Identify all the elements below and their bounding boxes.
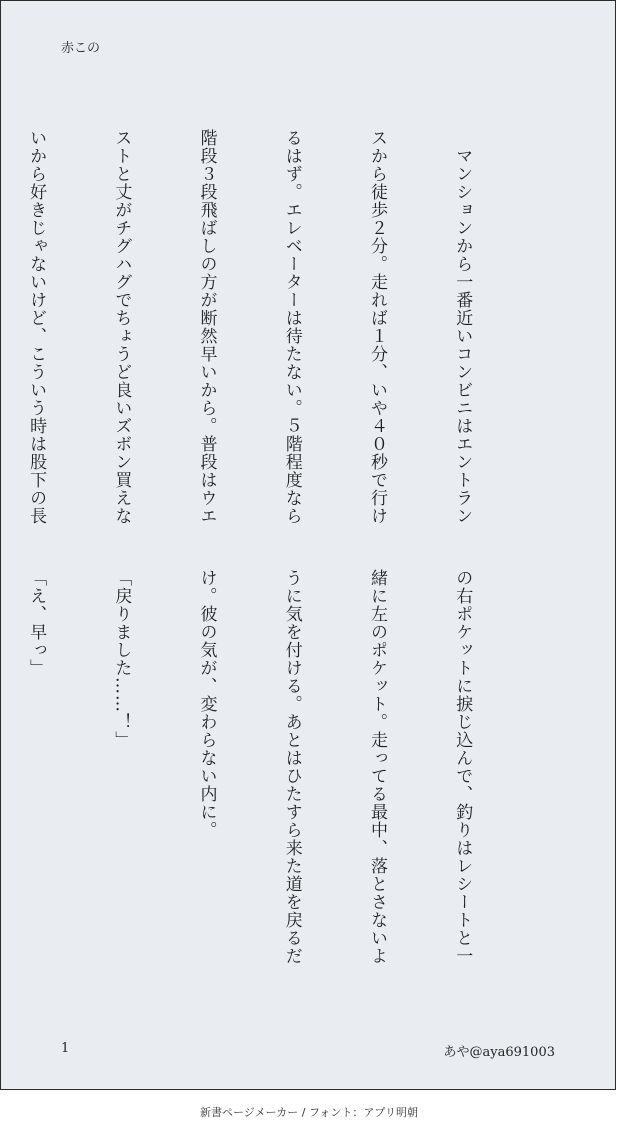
tool-credit: 新書ページメーカー / フォント：アプリ明朝: [200, 1106, 418, 1119]
text-column: マンションから一番近いコンビニはエントラン: [452, 129, 473, 525]
page-header-title: 赤この: [61, 41, 101, 56]
text-column: うに気を付ける。あとはひたすら来た道を戻るだ: [281, 569, 302, 965]
text-column: ストと丈がチグハグでちょうど良いズボン買えな: [111, 129, 132, 525]
text-column: 緒に左のポケット。走ってる最中、落とさないよ: [366, 569, 387, 965]
text-column: いから好きじゃないけど、こういう時は股下の長: [26, 129, 47, 525]
text-column: 「え、早っ」: [26, 569, 47, 677]
text-column: の右ポケットに捩じ込んで、釣りはレシートと一: [452, 569, 473, 965]
text-column: 階段３段飛ばしの方が断然早いから。普段はウエ: [196, 129, 217, 525]
text-column: るはず。エレベーターは待たない。５階程度なら: [281, 129, 302, 525]
text-column: スから徒歩２分。走れば１分、いや４０秒で行け: [366, 129, 387, 525]
page-number: 1: [61, 1041, 70, 1056]
text-block-top: [0, 129, 533, 529]
author-handle: あや@aya691003: [443, 1045, 555, 1060]
text-column: け。彼の気が、変わらない内に。: [196, 569, 217, 839]
text-block-bottom: [0, 569, 533, 989]
text-column: 「戻りました……！」: [111, 569, 132, 749]
